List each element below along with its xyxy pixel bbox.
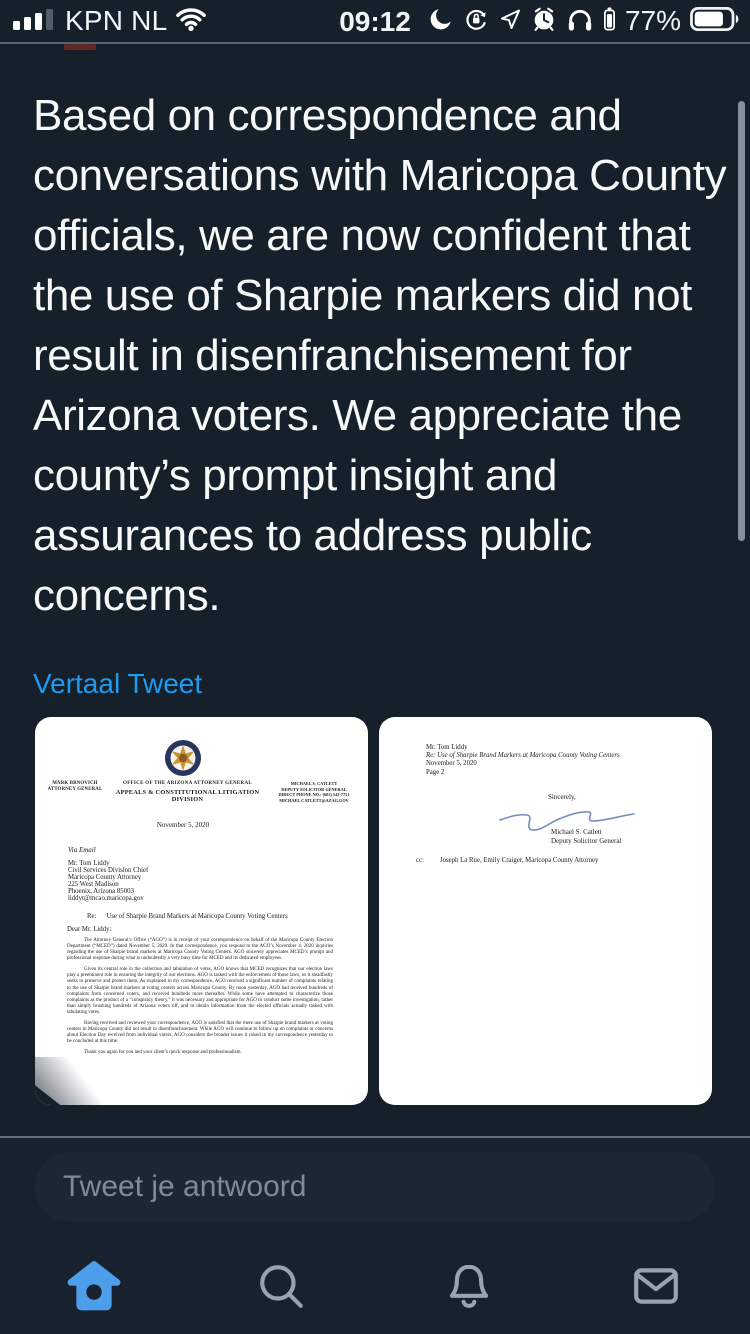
messages-envelope-icon [631,1261,681,1316]
headphones-icon [566,6,594,37]
home-icon [66,1260,122,1317]
headset-battery-icon [603,7,616,36]
orientation-lock-icon [463,6,489,37]
do-not-disturb-moon-icon [428,6,454,37]
translate-tweet-link[interactable]: Vertaal Tweet [33,668,203,699]
page2-header: Mr. Tom Liddy Re: Use of Sharpie Brand Markers at Maricopa County Voting Centers November 5, 2020 Page 2 [426,744,620,776]
scrollbar[interactable] [738,101,745,541]
sincerely: Sincerely, [548,793,576,801]
tab-search[interactable] [188,1248,376,1328]
tab-bar [0,1248,750,1328]
wifi-icon [175,7,207,36]
avatar-edge-peek [64,44,96,50]
signer-name: Michael S. Catlett [551,828,602,836]
header-divider [0,42,750,44]
tab-notifications[interactable] [375,1248,563,1328]
signer-title: Deputy Solicitor General [551,837,622,845]
alarm-clock-icon [531,6,557,37]
tab-home[interactable] [0,1248,188,1328]
notifications-bell-icon [444,1261,494,1316]
cc-line: cc: Joseph La Rue, Emily Craiger, Maricopa County Attorney [416,857,599,864]
reply-placeholder: Tweet je antwoord [63,1170,307,1203]
letter-body: The Attorney General’s Office (“AGO”) is in receipt of your correspondence on behalf of the Maricopa County Election Department (“MCED”) dated November 5, 2020. In that correspondence, you respond to the AGO’s November 4, 2020 inquiries regarding the use of Sharpie brand markers at Maricopa County Voting Centers. AGO sincerely appreciates MCED’s prompt and professional response during what is undoubtedly a very busy time for MCED and its dedicated employees. Given its central role in the collection and tabulation of votes, AGO knows that MCED recognizes that our election laws play a preeminent role in ensuring the integrity of our elections. AGO is tasked with the enforcement of those laws, so it steadfastly seeks to preserve and protect them. As explained in my correspondence, AGO received a significant number of complaints relating to the use of Sharpie brand markers at voting centers across Maricopa County. By noon yesterday, AGO had received hundreds of complaints from concerned voters, and received hundreds more thereafter. While some have attempted to characterize those complaints as the product of a “conspiracy theory,” it was necessary and appropriate for AGO to conduct some investigation, rather than simply brushing hundreds of Arizona voters off, and to obtain information from the elected officials actually tasked with tabulating votes. Having received and reviewed your correspondence, AGO is satisfied that the mere use of Sharpie brand markers at voting centers in Maricopa County did not result in disenfranchisement. While AGO will continue to follow up on complaints or concerns about Election Day received from individual voters, AGO considers the broader issues it raised in my correspondence yesterday to be concluded at this time. Thank you again for you and your client’s quick response and professionalism. [67,938,333,1055]
via-email: Via Email [68,846,96,854]
carrier-label: KPN NL [65,5,168,36]
battery-percent-label: 77% [624,5,681,36]
tweet-image-letter-page2[interactable] [379,717,712,1105]
re-line: Re: Use of Sharpie Brand Markers at Maricopa County Voting Centers [87,913,288,920]
tweet-text: Based on correspondence and conversations with Maricopa County officials, we are now confident that the use of Sharpie markers did not result in disenfranchisement for Arizona voters. We appreciate the county’s prompt insight and assurances to address public concerns. [33,91,727,620]
arizona-ag-seal-icon [164,739,202,782]
location-arrow-icon [498,7,522,36]
clock-time: 09:12 [339,6,411,37]
letter-date: November 5, 2020 [156,821,210,829]
tab-messages[interactable] [563,1248,750,1328]
bottom-bar [0,1138,750,1334]
status-bar [0,0,750,42]
battery-icon [690,7,740,36]
salutation: Dear Mr. Liddy: [67,926,112,933]
recipient-address: Mr. Tom Liddy Civil Services Division Chief Maricopa County Attorney 225 West Madison Phoenix, Arizona 85003 liddyt@mcao.maricopa.gov [68,860,149,902]
letterhead: MARK BRNOVICH ATTORNEY GENERAL OFFICE OF THE ARIZONA ATTORNEY GENERAL APPEALS & CONSTITUTIONAL LITIGATION DIVISION MICHAEL S. CATLETT DEPUTY SOLICITOR GENERAL DIRECT PHONE NO.: (602) 542-7751 MICHAEL.CATLETT@AZAG.GOV [47,781,350,803]
tweet-media-row [35,717,712,1105]
tweet-image-letter-page1[interactable] [35,717,368,1105]
cellular-signal-icon [13,8,57,35]
search-icon [256,1261,306,1316]
reply-input[interactable] [35,1152,715,1222]
